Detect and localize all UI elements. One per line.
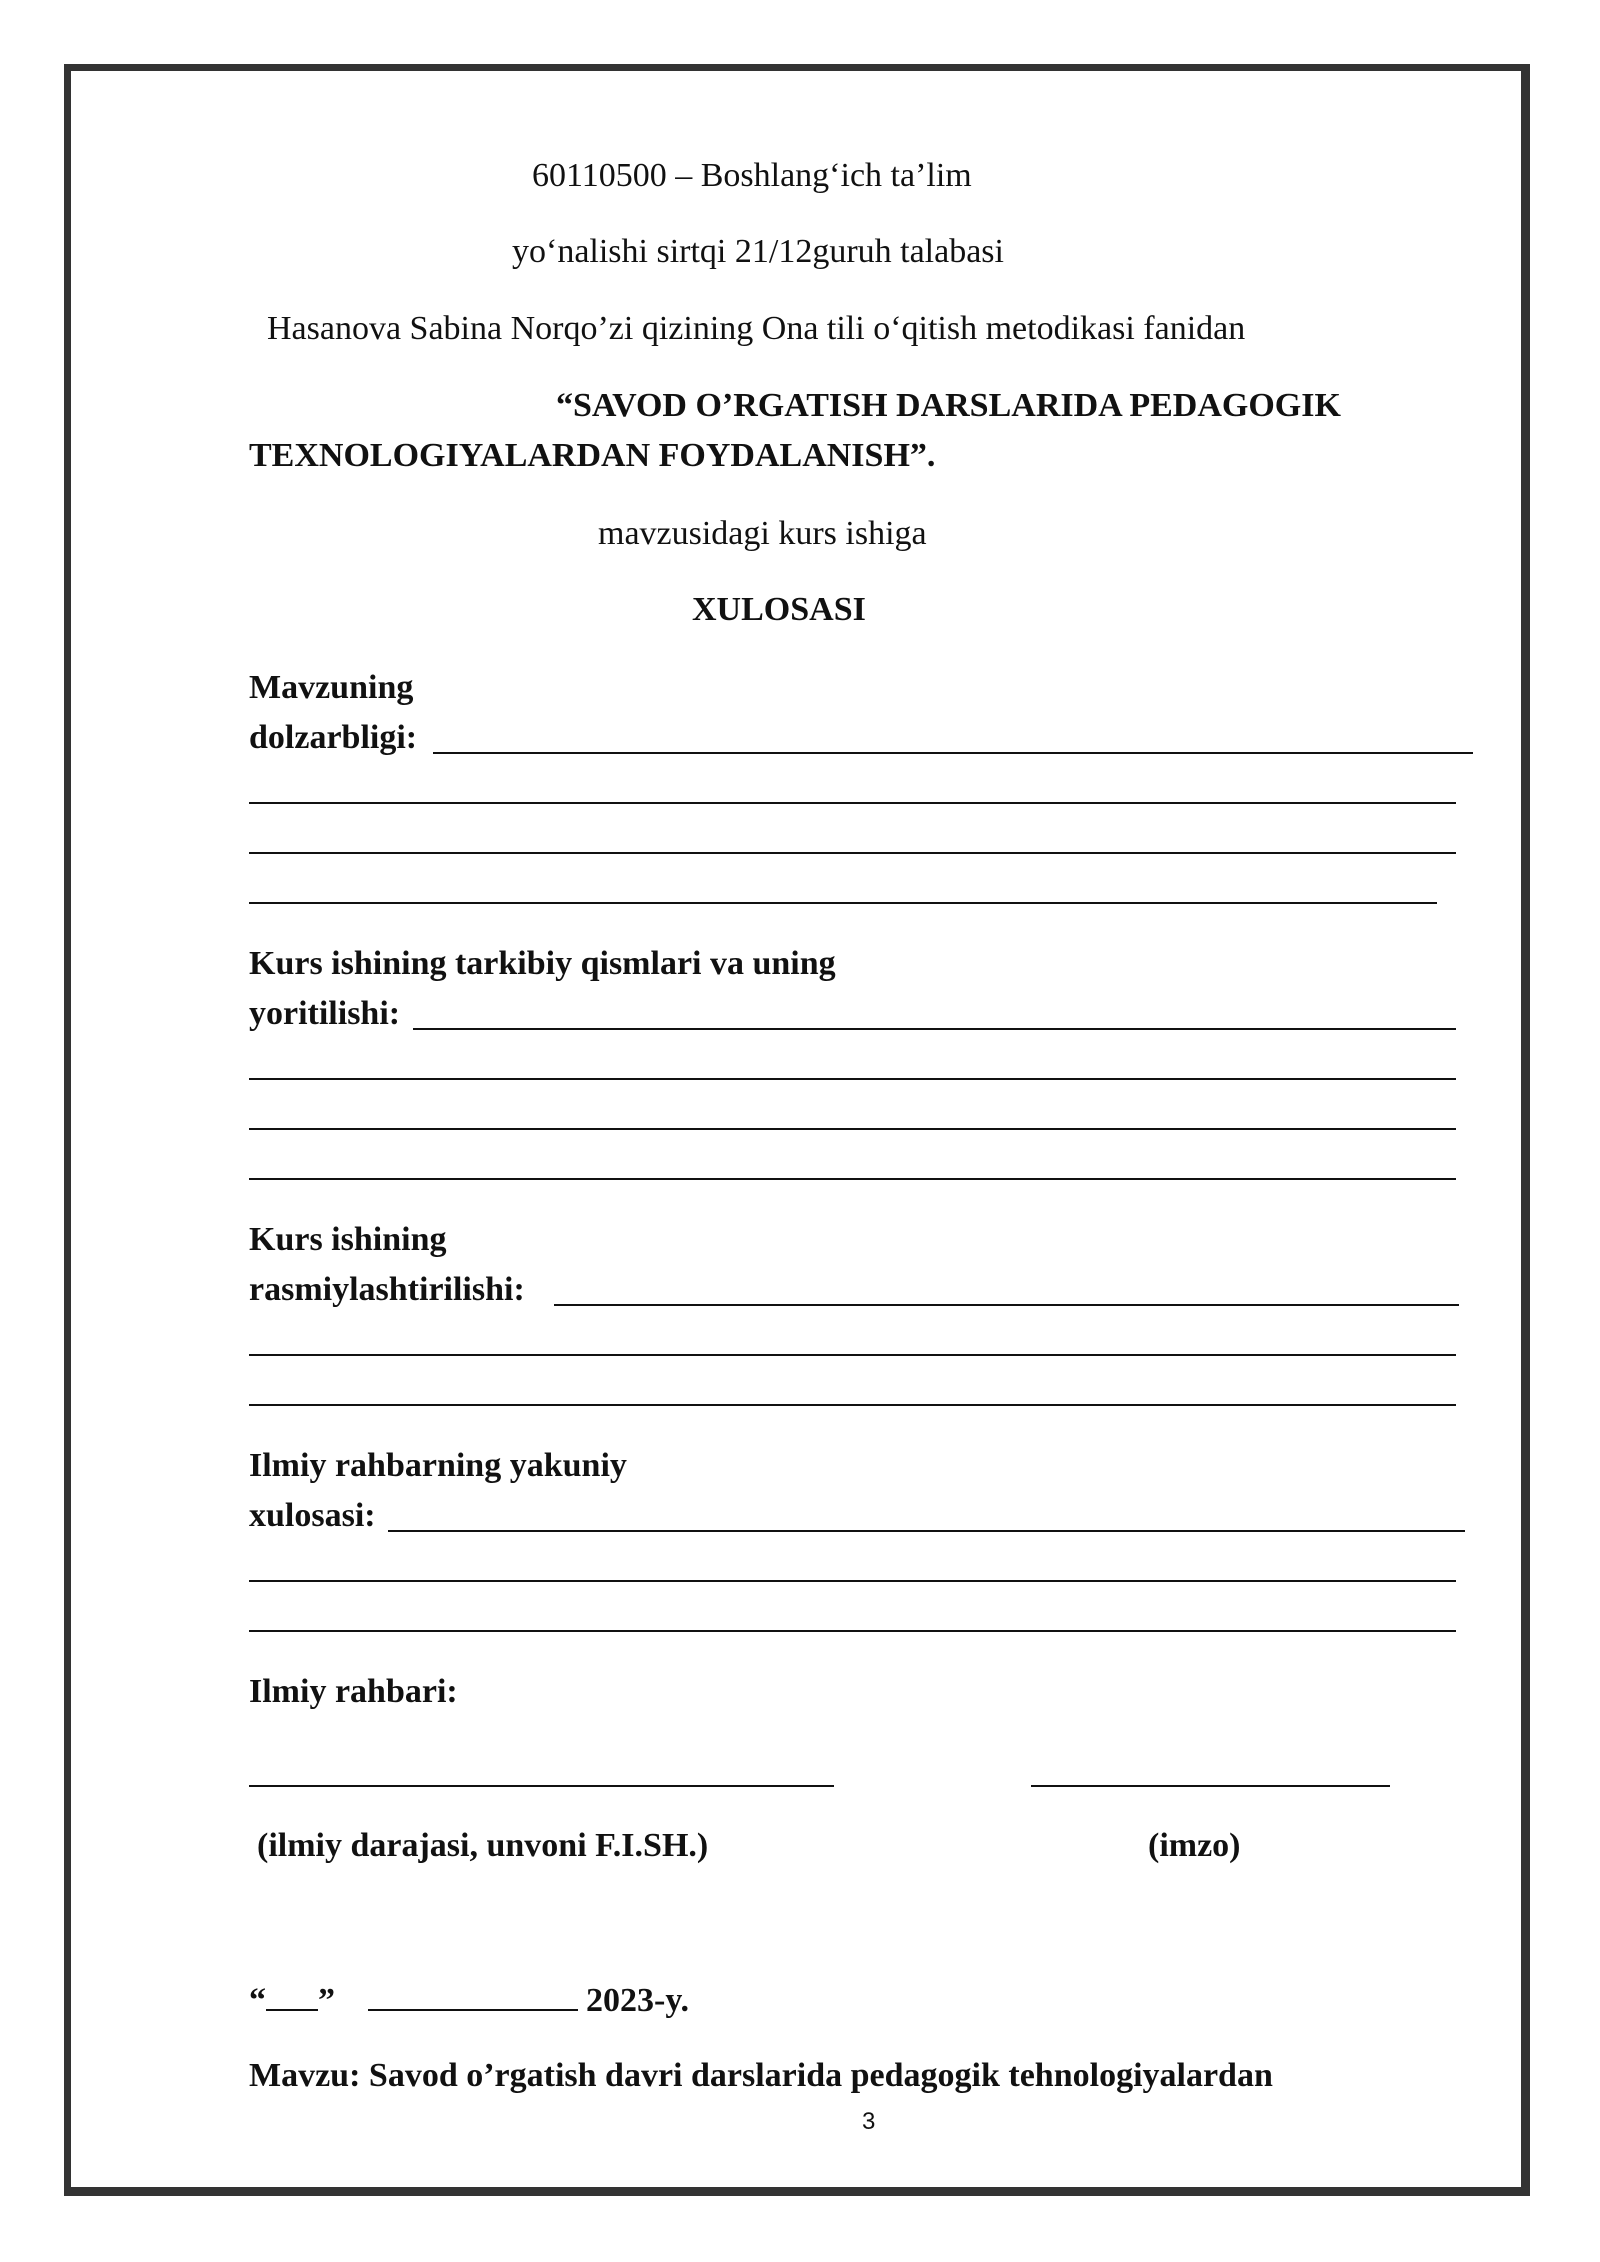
supervisor-name-line[interactable] [249, 1785, 834, 1787]
section1-answer-line[interactable] [249, 802, 1456, 804]
section2-label-line2: yoritilishi: [249, 995, 401, 1032]
section4-answer-line[interactable] [249, 1630, 1456, 1632]
section2-answer-line[interactable] [249, 1128, 1456, 1130]
student-subject-line: Hasanova Sabina Norqo’zi qizining Ona tili o‘qitish metodikasi fanidan [267, 310, 1246, 347]
section1-label-line1: Mavzuning [249, 669, 414, 706]
topic-title-line2: TEXNOLOGIYALARDAN FOYDALANISH”. [249, 437, 936, 474]
date-year: 2023-y. [586, 1982, 689, 2019]
supervisor-label: Ilmiy rahbari: [249, 1673, 458, 1710]
section2-answer-line[interactable] [249, 1178, 1456, 1180]
date-open-quote: “ [249, 1982, 266, 2019]
section3-answer-line[interactable] [249, 1354, 1456, 1356]
program-code-line: 60110500 – Boshlang‘ich ta’lim [532, 157, 972, 194]
section4-answer-line[interactable] [388, 1530, 1465, 1532]
course-work-line: mavzusidagi kurs ishiga [598, 515, 927, 552]
section1-answer-line[interactable] [249, 902, 1437, 904]
section2-label-line1: Kurs ishining tarkibiy qismlari va uning [249, 945, 836, 982]
month-blank[interactable] [368, 2009, 578, 2011]
section2-answer-line[interactable] [413, 1028, 1456, 1030]
section4-label-line2: xulosasi: [249, 1497, 376, 1534]
section1-answer-line[interactable] [249, 852, 1456, 854]
section4-answer-line[interactable] [249, 1580, 1456, 1582]
document-heading: XULOSASI [692, 591, 866, 628]
date-close-quote: ” [318, 1982, 335, 2019]
group-line: yo‘nalishi sirtqi 21/12guruh talabasi [512, 233, 1004, 270]
section2-answer-line[interactable] [249, 1078, 1456, 1080]
section3-label-line2: rasmiylashtirilishi: [249, 1271, 525, 1308]
day-blank[interactable] [266, 2009, 318, 2011]
date-line [249, 1981, 689, 2021]
section1-answer-line[interactable] [433, 752, 1473, 754]
section3-answer-line[interactable] [554, 1304, 1459, 1306]
section1-label-line2: dolzarbligi: [249, 719, 418, 756]
topic-title-line1: “SAVOD O’RGATISH DARSLARIDA PEDAGOGIK [556, 387, 1341, 424]
name-caption: (ilmiy darajasi, unvoni F.I.SH.) [257, 1827, 709, 1864]
page-number: 3 [862, 2108, 876, 2135]
page-border [64, 64, 1530, 2196]
section4-label-line1: Ilmiy rahbarning yakuniy [249, 1447, 627, 1484]
section3-label-line1: Kurs ishining [249, 1221, 447, 1258]
topic-footer-text: Mavzu: Savod o’rgatish davri darslarida pedagogik tehnologiyalardan [249, 2057, 1273, 2094]
supervisor-signature-line[interactable] [1031, 1785, 1390, 1787]
section3-answer-line[interactable] [249, 1404, 1456, 1406]
signature-caption: (imzo) [1148, 1827, 1241, 1864]
